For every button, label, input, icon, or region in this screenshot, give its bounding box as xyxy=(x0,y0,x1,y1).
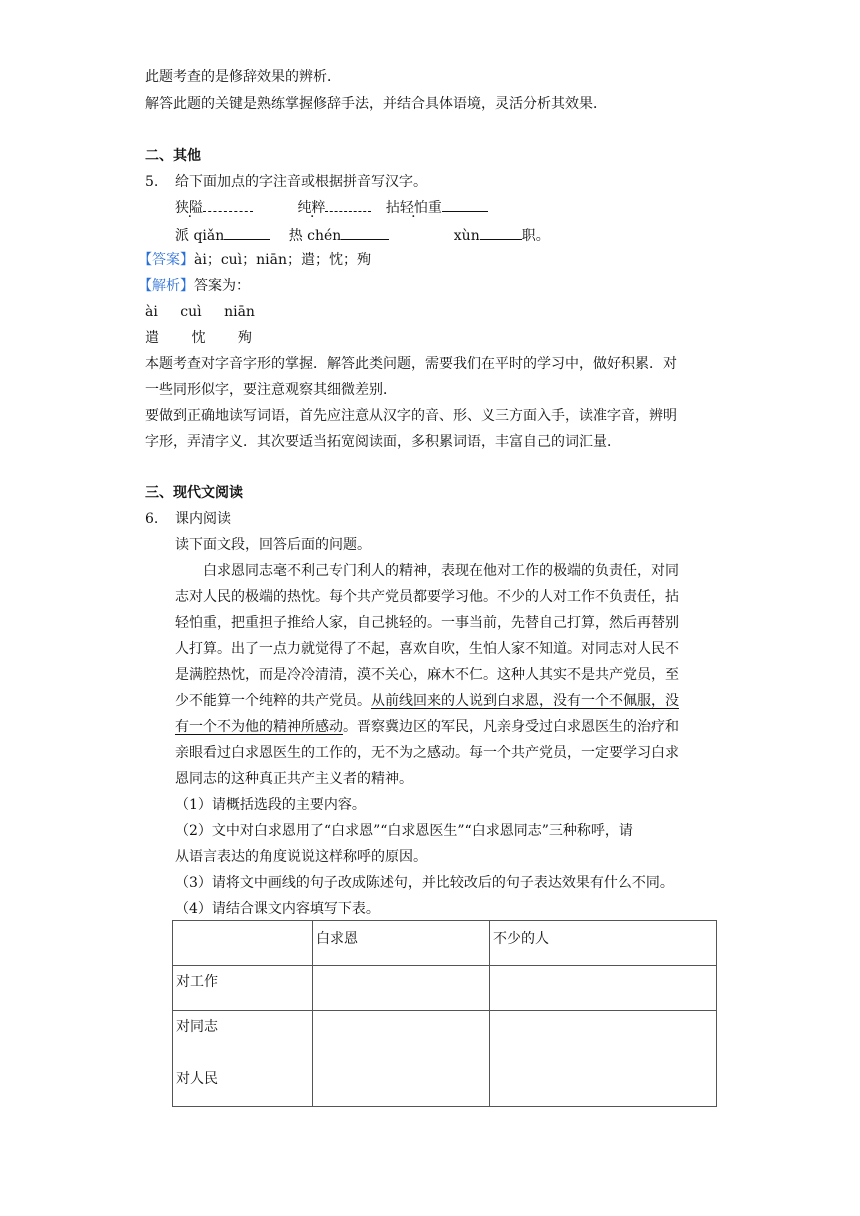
question-5-number: 5. xyxy=(145,174,159,190)
passage-text: 。晋察冀边区的军民，凡亲身受过白求恩医生的治疗和 xyxy=(343,719,679,735)
pinyin-qian: 派 qiǎn xyxy=(175,228,225,244)
pinyin-answers xyxy=(145,302,255,322)
fill-in-table xyxy=(172,920,717,1107)
analysis-intro: 答案为： xyxy=(194,278,250,294)
pinyin-xun: xùn xyxy=(453,228,480,244)
explanation-line-3: 要做到正确地读写词语，首先应注意从汉字的音、形、义三方面入手，读准字音，辨明 xyxy=(145,408,677,424)
answer-text: ài；cuì；niān；遣；忱；殉 xyxy=(194,252,372,268)
table-cell[interactable] xyxy=(313,966,490,1011)
answer-blank[interactable] xyxy=(203,197,253,212)
sub-question-1: （1）请概括选段的主要内容。 xyxy=(175,797,366,813)
passage-line-7 xyxy=(175,717,679,737)
section-heading-other: 二、其他 xyxy=(145,148,201,164)
row-label-comrades-people xyxy=(173,1011,313,1107)
pinyin-chen: 热 chén xyxy=(288,228,342,244)
row-label-comrades: 对同志 xyxy=(176,1019,218,1035)
pinyin-1: ài xyxy=(145,304,158,320)
table-cell[interactable] xyxy=(313,1011,490,1107)
intro-line-2: 解答此题的关键是熟练掌握修辞手法，并结合具体语境，灵活分析其效果． xyxy=(145,96,607,112)
passage-line-2: 志对人民的极端的热忱。每个共产党员都要学习他。不少的人对工作不负责任，拈 xyxy=(175,589,679,605)
pinyin-xun-suffix: 职。 xyxy=(521,228,550,244)
answer-blank[interactable] xyxy=(341,225,389,240)
passage-line-5: 是满腔热忱，而是冷冷清清，漠不关心，麻木不仁。这种人其实不是共产党员，至 xyxy=(175,667,679,683)
section-heading-reading: 三、现代文阅读 xyxy=(145,485,243,501)
hanzi-1: 遣 xyxy=(145,330,159,346)
intro-line-1: 此题考查的是修辞效果的辨析． xyxy=(145,69,341,85)
pinyin-2: cuì xyxy=(180,304,202,320)
answer-blank[interactable] xyxy=(480,225,522,240)
q5-row-1 xyxy=(175,197,488,218)
passage-text: 少不能算一个纯粹的共产党员。 xyxy=(175,693,371,709)
sub-question-3: （3）请将文中画线的句子改成陈述句，并比较改后的句子表达效果有什么不同。 xyxy=(175,875,674,891)
q5-row-2 xyxy=(175,225,550,246)
table-row xyxy=(173,966,717,1011)
pinyin-3: niān xyxy=(224,304,255,320)
question-5-prompt: 给下面加点的字注音或根据拼音写汉字。 xyxy=(175,174,427,190)
table-cell[interactable] xyxy=(490,966,717,1011)
question-6-instruction: 读下面文段，回答后面的问题。 xyxy=(175,537,371,553)
sub-question-2-line-1: （2）文中对白求恩用了“白求恩”“白求恩医生”“白求恩同志”三种称呼，请 xyxy=(175,823,633,839)
underlined-sentence: 有一个不为他的精神所感动 xyxy=(175,719,343,735)
underlined-sentence: 从前线回来的人说到白求恩，没有一个不佩服，没 xyxy=(371,693,679,709)
explanation-line-2: 一些同形似字，要注意观察其细微差别． xyxy=(145,382,397,398)
analysis-tag: 【解析】 xyxy=(138,278,194,294)
hanzi-3: 殉 xyxy=(237,330,252,346)
explanation-line-1: 本题考查对字音字形的掌握．解答此类问题，需要我们在平时的学习中，做好积累．对 xyxy=(145,356,677,372)
table-header-many-people: 不少的人 xyxy=(490,921,717,966)
table-header-row xyxy=(173,921,717,966)
sub-question-2-line-2: 从语言表达的角度说说这样称呼的原因。 xyxy=(175,849,427,865)
word-chuncui: 纯粹 xyxy=(297,200,326,216)
answer-blank[interactable] xyxy=(224,225,270,240)
passage-line-6 xyxy=(175,691,679,711)
sub-question-4: （4）请结合课文内容填写下表。 xyxy=(175,901,380,917)
passage-line-1: 白求恩同志毫不利己专门利人的精神，表现在他对工作的极端的负责任，对同 xyxy=(203,563,679,579)
passage-line-8: 亲眼看过白求恩医生的工作的，无不为之感动。每一个共产党员，一定要学习白求 xyxy=(175,745,679,761)
table-row xyxy=(173,1011,717,1107)
word-nianqingpazhong: 拈轻怕重 xyxy=(385,200,442,216)
answer-blank[interactable] xyxy=(325,197,371,212)
question-6-title: 课内阅读 xyxy=(175,511,231,527)
table-cell[interactable] xyxy=(490,1011,717,1107)
passage-line-4: 人打算。出了一点力就觉得了不起，喜欢自吹，生怕人家不知道。对同志对人民不 xyxy=(175,641,679,657)
table-header-bethune: 白求恩 xyxy=(313,921,490,966)
answer-tag: 【答案】 xyxy=(138,252,194,268)
row-label-work: 对工作 xyxy=(173,966,313,1011)
q5-analysis xyxy=(138,276,250,296)
explanation-line-4: 字形，弄清字义．其次要适当拓宽阅读面，多积累词语，丰富自己的词汇量． xyxy=(145,434,621,450)
answer-blank[interactable] xyxy=(442,197,488,212)
q5-answer xyxy=(138,250,371,270)
hanzi-answers xyxy=(145,328,252,348)
hanzi-2: 忱 xyxy=(191,330,206,346)
word-xiaai: 狭隘 xyxy=(175,200,203,216)
row-label-people: 对人民 xyxy=(176,1071,218,1087)
passage-line-3: 轻怕重，把重担子推给人家，自己挑轻的。一事当前，先替自己打算，然后再替别 xyxy=(175,615,679,631)
passage-line-9: 恩同志的这种真正共产主义者的精神。 xyxy=(175,771,413,787)
table-corner-cell xyxy=(173,921,313,966)
question-6-number: 6. xyxy=(145,511,159,527)
